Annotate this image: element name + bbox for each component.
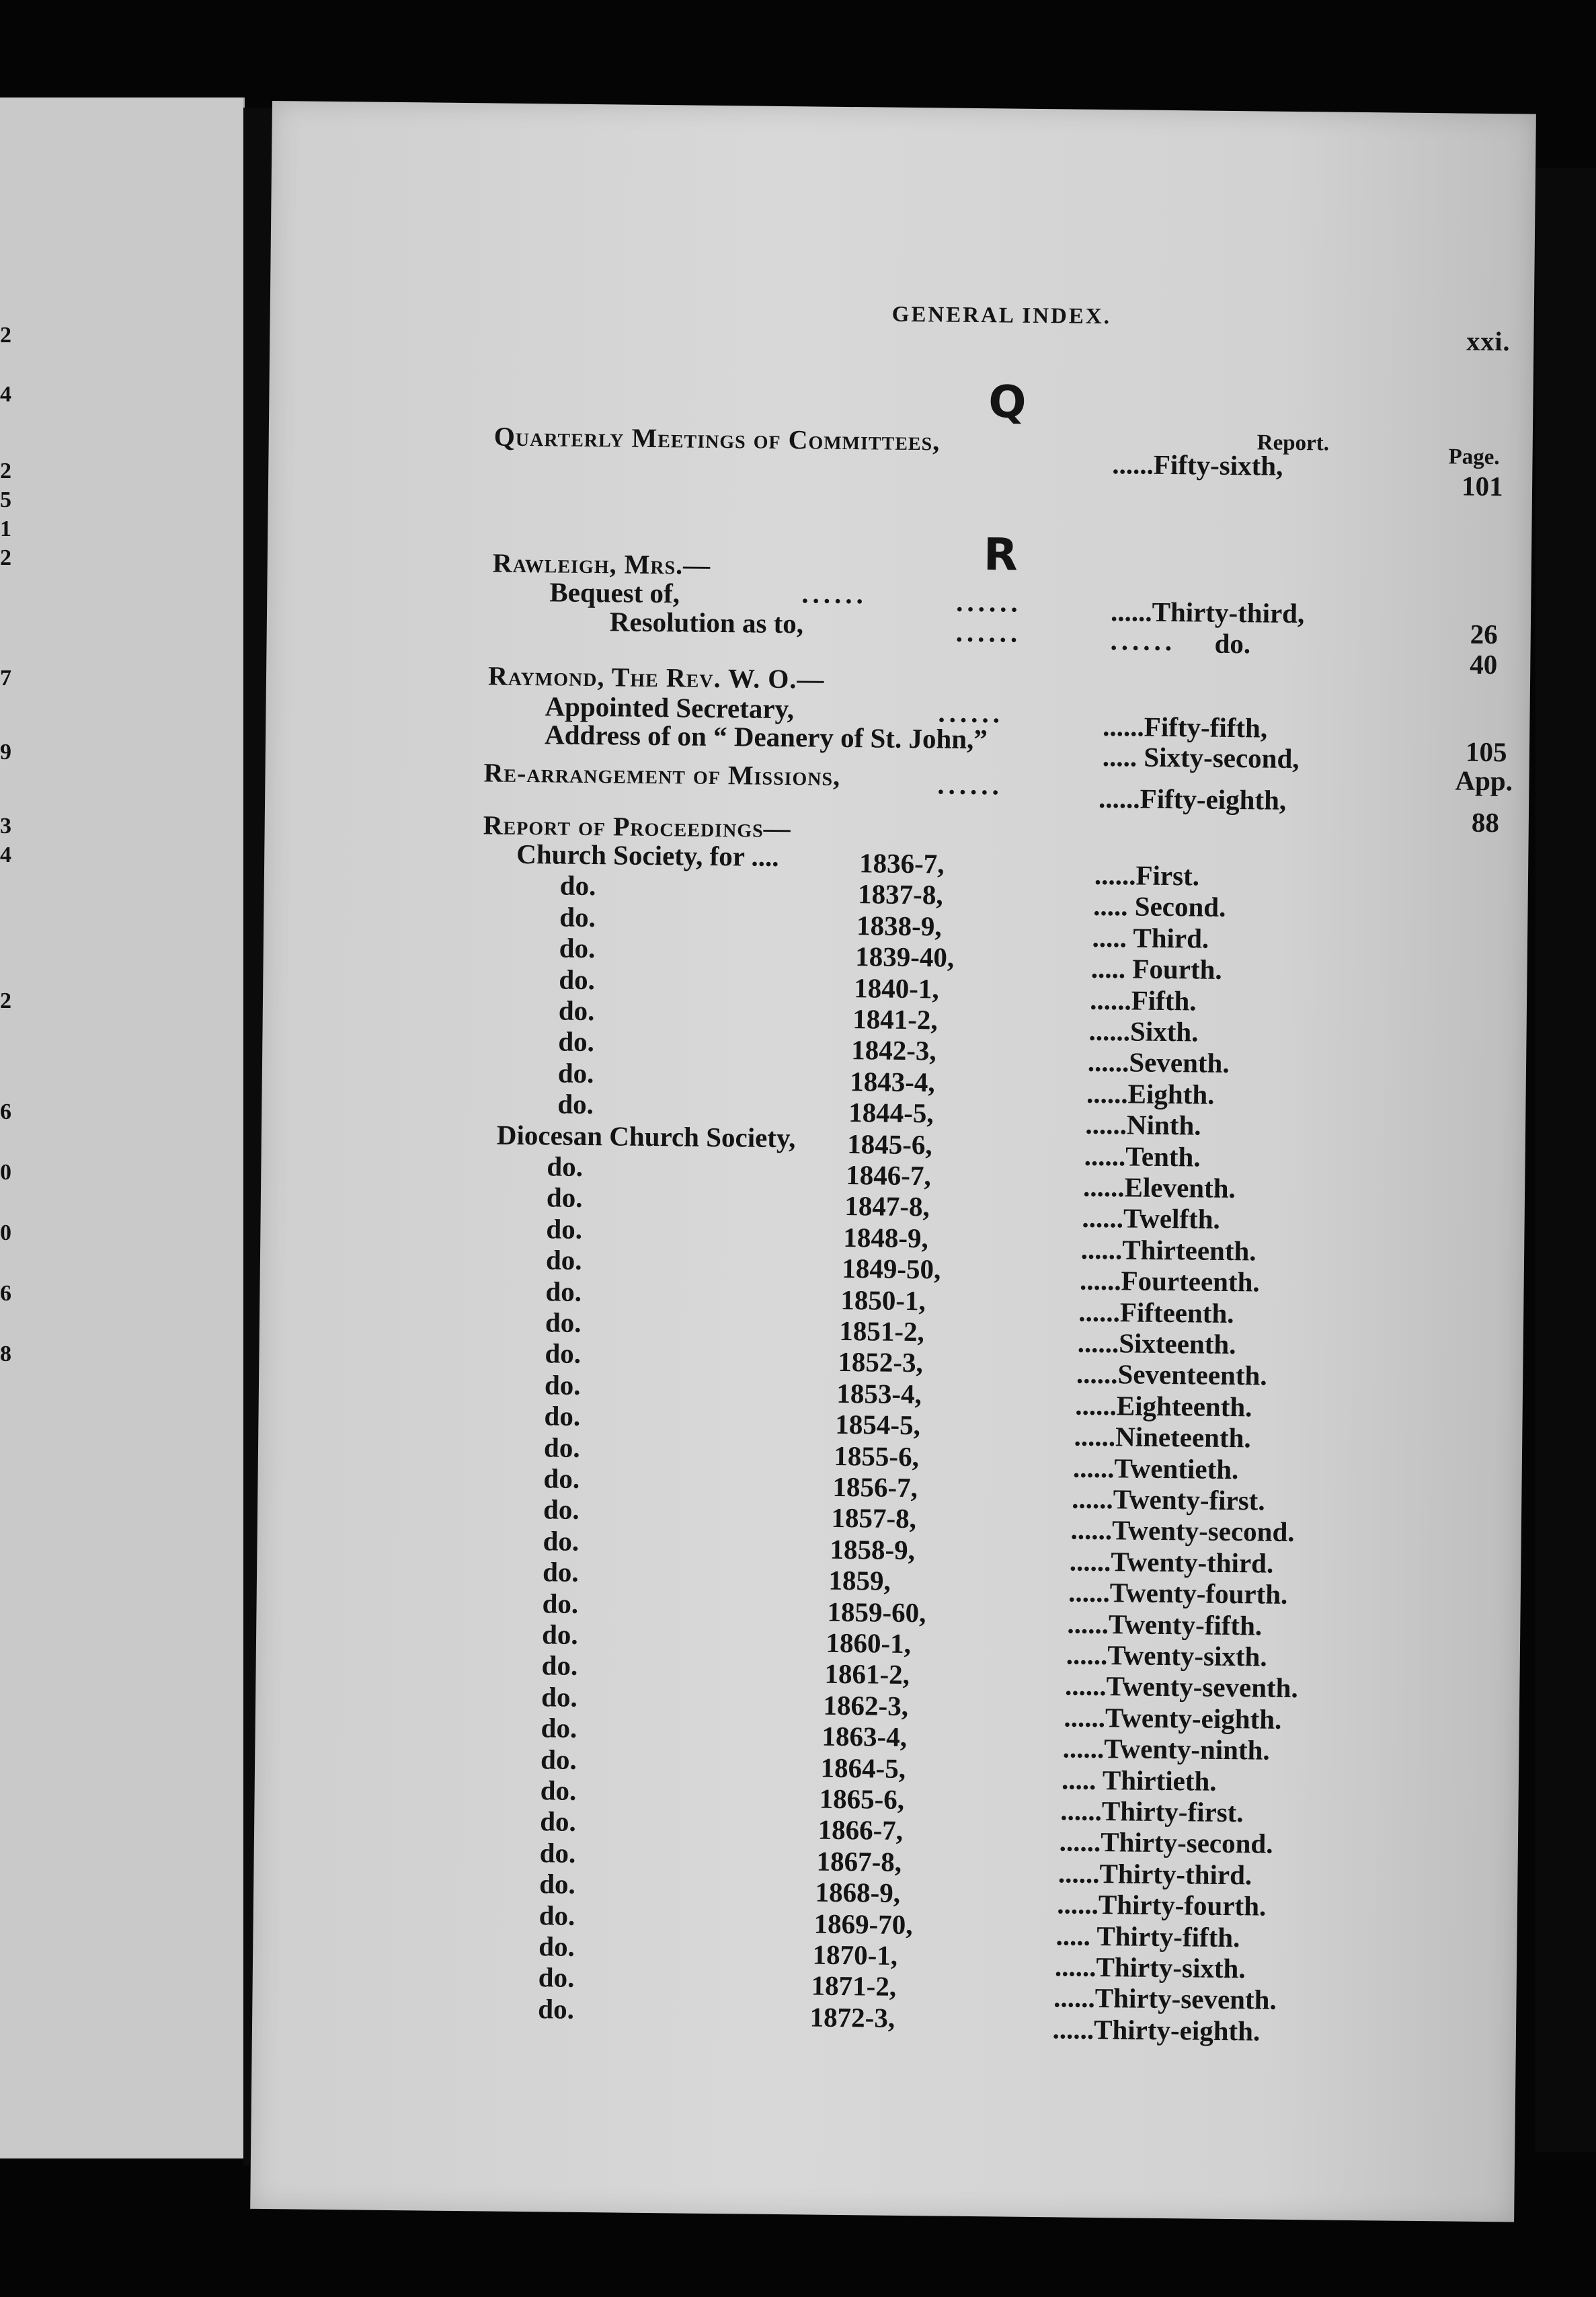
proceedings-year: 1844-5,: [848, 1097, 934, 1129]
report-ref: ......Fifty-eighth,: [1098, 782, 1287, 816]
proceedings-report-ref: ......Ninth.: [1085, 1108, 1201, 1141]
leader-dots: ......: [1110, 625, 1176, 657]
proceedings-report-ref: ......Twenty-first.: [1072, 1483, 1265, 1516]
proceedings-report-ref: ......Seventh.: [1087, 1046, 1230, 1079]
proceedings-label: do.: [558, 995, 595, 1027]
proceedings-year: 1842-3,: [851, 1034, 936, 1066]
proceedings-year: 1839-40,: [854, 941, 955, 973]
proceedings-year: 1836-7,: [859, 847, 945, 880]
proceedings-report-ref: ......Fifteenth.: [1078, 1296, 1234, 1329]
proceedings-year: 1855-6,: [834, 1440, 920, 1472]
proceedings-report-ref: ......Twenty-second.: [1070, 1514, 1295, 1548]
column-header-page: Page.: [1448, 444, 1500, 470]
index-entry-title: Raymond, The Rev. W. O.—: [487, 660, 825, 695]
index-entry-title: Report of Proceedings—: [483, 810, 791, 844]
proceedings-year: 1862-3,: [823, 1689, 909, 1721]
proceedings-label: do.: [545, 1244, 582, 1276]
proceedings-label: do.: [542, 1556, 579, 1588]
proceedings-report-ref: ......Twenty-fifth.: [1067, 1608, 1263, 1641]
page-ref: 40: [1470, 648, 1498, 680]
proceedings-year: 1859-60,: [827, 1596, 926, 1628]
sub-entry: Bequest of,: [549, 576, 680, 609]
proceedings-label: do.: [559, 869, 596, 902]
proceedings-year: 1861-2,: [824, 1658, 910, 1690]
proceedings-label: do.: [541, 1619, 578, 1650]
proceedings-label: do.: [540, 1743, 577, 1775]
proceedings-report-ref: ......Eighteenth.: [1075, 1389, 1252, 1423]
proceedings-label: Church Society, for ....: [516, 838, 779, 872]
proceedings-year: 1866-7,: [817, 1814, 904, 1846]
proceedings-year: 1848-9,: [843, 1221, 928, 1254]
index-entry-title: Re-arrangement of Missions,: [483, 757, 841, 791]
proceedings-label: do.: [557, 1088, 594, 1120]
proceedings-report-ref: ......Thirty-fourth.: [1057, 1888, 1267, 1922]
page-number: xxi.: [1466, 325, 1511, 357]
proceedings-report-ref: ......Thirty-seventh.: [1053, 1982, 1277, 2016]
proceedings-year: 1859,: [828, 1564, 891, 1596]
proceedings-label: do.: [541, 1649, 578, 1682]
proceedings-report-ref: ......Eleventh.: [1082, 1171, 1236, 1204]
proceedings-report-ref: ......Thirty-third.: [1058, 1857, 1252, 1891]
report-ref: ..... Sixty-second,: [1102, 740, 1300, 775]
proceedings-label: do.: [538, 1993, 575, 2025]
proceedings-label: do.: [545, 1337, 582, 1370]
report-ref: ......Fifty-sixth,: [1112, 449, 1283, 481]
proceedings-report-ref: ......Twenty-ninth.: [1062, 1732, 1270, 1766]
proceedings-report-ref: ......Fourteenth.: [1079, 1264, 1260, 1298]
margin-digit: 9: [0, 740, 11, 765]
proceedings-year: 1851-2,: [839, 1315, 925, 1348]
sub-entry: Appointed Secretary,: [545, 691, 795, 725]
running-header: GENERAL INDEX.: [891, 302, 1112, 329]
proceedings-report-ref: ......Thirty-sixth.: [1054, 1951, 1246, 1984]
proceedings-year: 1857-8,: [831, 1502, 917, 1534]
proceedings-year: 1870-1,: [812, 1939, 898, 1971]
proceedings-report-ref: ......Twenty-third.: [1069, 1545, 1274, 1579]
proceedings-year: 1852-3,: [838, 1346, 924, 1378]
proceedings-label: do.: [558, 1025, 595, 1058]
margin-digit: 2: [0, 323, 11, 348]
proceedings-label: do.: [544, 1369, 581, 1401]
proceedings-report-ref: ......Thirty-first.: [1060, 1795, 1244, 1828]
proceedings-year: 1838-9,: [856, 909, 942, 942]
proceedings-label: do.: [542, 1587, 579, 1619]
proceedings-report-ref: ..... Thirty-fifth.: [1055, 1919, 1240, 1953]
sub-entry: Resolution as to,: [609, 606, 804, 639]
margin-digit: 0: [0, 1220, 11, 1245]
proceedings-label: Diocesan Church Society,: [496, 1119, 796, 1153]
margin-digit: 2: [0, 545, 11, 570]
facing-page: [0, 98, 245, 2158]
margin-digit: 7: [0, 666, 11, 691]
proceedings-year: 1854-5,: [835, 1409, 921, 1441]
proceedings-report-ref: ......Fifth.: [1090, 984, 1197, 1017]
margin-digit: 2: [0, 988, 11, 1013]
proceedings-report-ref: ......Thirty-second.: [1059, 1826, 1273, 1860]
proceedings-report-ref: ......Seventeenth.: [1076, 1358, 1267, 1391]
margin-digit: 4: [0, 843, 11, 867]
proceedings-year: 1864-5,: [820, 1752, 906, 1784]
report-ref: do.: [1214, 627, 1251, 660]
section-letter-q: Q: [988, 376, 1027, 428]
proceedings-report-ref: ......Twenty-fourth.: [1068, 1576, 1288, 1610]
proceedings-label: do.: [538, 1961, 575, 1994]
proceedings-report-ref: ......Twenty-seventh.: [1064, 1670, 1298, 1704]
proceedings-report-ref: ......Eighth.: [1086, 1077, 1215, 1110]
proceedings-year: 1847-8,: [844, 1190, 930, 1222]
proceedings-label: do.: [543, 1493, 580, 1526]
leader-dots: ......: [801, 578, 868, 610]
proceedings-label: do.: [538, 1931, 575, 1962]
proceedings-year: 1867-8,: [816, 1845, 902, 1877]
proceedings-label: do.: [543, 1463, 580, 1494]
proceedings-report-ref: ......Thirteenth.: [1080, 1233, 1256, 1267]
proceedings-report-ref: ......Twentieth.: [1072, 1452, 1239, 1485]
proceedings-label: do.: [539, 1868, 576, 1900]
proceedings-label: do.: [557, 1057, 594, 1089]
index-entry-title: Quarterly Meetings of Committees,: [493, 421, 941, 457]
proceedings-year: 1841-2,: [852, 1003, 938, 1036]
proceedings-year: 1845-6,: [847, 1128, 932, 1160]
proceedings-label: do.: [539, 1837, 576, 1869]
page-ref: App.: [1455, 765, 1513, 797]
proceedings-year: 1856-7,: [832, 1471, 918, 1504]
proceedings-year: 1837-8,: [857, 878, 943, 910]
margin-digit: 5: [0, 488, 11, 512]
page-ref: 101: [1461, 470, 1503, 502]
page-ref: 26: [1470, 618, 1499, 650]
margin-digit: 8: [0, 1341, 11, 1366]
leader-dots: ......: [956, 586, 1022, 618]
margin-digit: 2: [0, 459, 11, 483]
proceedings-report-ref: ......Sixth.: [1088, 1015, 1199, 1048]
report-ref: ......Thirty-third,: [1110, 596, 1305, 629]
proceedings-label: do.: [544, 1400, 581, 1432]
proceedings-report-ref: ......Twelfth.: [1082, 1202, 1221, 1235]
margin-digit: 6: [0, 1099, 11, 1124]
proceedings-year: 1858-9,: [830, 1533, 916, 1565]
proceedings-year: 1853-4,: [836, 1377, 922, 1410]
proceedings-report-ref: ......Sixteenth.: [1077, 1327, 1236, 1360]
proceedings-report-ref: ..... Third.: [1092, 921, 1209, 954]
proceedings-label: do.: [538, 1899, 575, 1931]
leader-dots: ......: [955, 616, 1022, 648]
proceedings-year: 1868-9,: [815, 1876, 901, 1909]
proceedings-label: do.: [559, 932, 596, 964]
proceedings-report-ref: ......Thirty-eighth.: [1052, 2013, 1261, 2047]
proceedings-label: do.: [543, 1525, 580, 1557]
proceedings-label: do.: [559, 901, 596, 933]
proceedings-year: 1850-1,: [840, 1284, 926, 1316]
proceedings-year: 1843-4,: [850, 1065, 935, 1098]
proceedings-year: 1846-7,: [846, 1159, 931, 1192]
proceedings-report-ref: ......Twenty-sixth.: [1066, 1639, 1267, 1672]
proceedings-year: 1840-1,: [853, 972, 939, 1005]
proceedings-year: 1869-70,: [813, 1908, 913, 1940]
page-edge-shadow: [1535, 168, 1596, 2152]
proceedings-year: 1872-3,: [809, 2001, 895, 2033]
index-entry-title: Rawleigh, Mrs.—: [492, 547, 711, 580]
proceedings-label: do.: [559, 964, 596, 995]
index-page: [250, 101, 1536, 2222]
margin-digit: 4: [0, 382, 11, 407]
margin-digit: 1: [0, 516, 11, 541]
proceedings-label: do.: [546, 1181, 583, 1214]
proceedings-label: do.: [545, 1307, 582, 1338]
column-header-report: Report.: [1256, 430, 1330, 456]
page-ref: 105: [1465, 736, 1507, 768]
proceedings-year: 1849-50,: [842, 1253, 941, 1285]
proceedings-label: do.: [545, 1275, 582, 1307]
proceedings-label: do.: [543, 1431, 580, 1463]
proceedings-report-ref: ......Twenty-eighth.: [1064, 1701, 1282, 1735]
proceedings-report-ref: ......First.: [1094, 859, 1200, 892]
section-letter-r: R: [983, 529, 1019, 581]
leader-dots: ......: [938, 697, 1004, 729]
margin-digit: 0: [0, 1160, 11, 1185]
proceedings-label: do.: [541, 1681, 577, 1713]
proceedings-report-ref: ......Nineteenth.: [1074, 1420, 1251, 1454]
proceedings-report-ref: ..... Thirtieth.: [1061, 1764, 1217, 1797]
proceedings-label: do.: [541, 1712, 577, 1744]
proceedings-report-ref: ..... Fourth.: [1090, 953, 1222, 986]
proceedings-year: 1865-6,: [819, 1783, 905, 1815]
margin-digit: 6: [0, 1281, 11, 1306]
proceedings-label: do.: [539, 1805, 577, 1838]
proceedings-report-ref: ..... Second.: [1093, 890, 1226, 923]
page-ref: 88: [1471, 806, 1500, 839]
report-ref: ......Fifty-fifth,: [1103, 710, 1268, 744]
leader-dots: ......: [937, 769, 1004, 801]
proceedings-label: do.: [546, 1213, 583, 1245]
proceedings-report-ref: ......Tenth.: [1084, 1140, 1201, 1173]
proceedings-year: 1860-1,: [826, 1627, 912, 1660]
proceedings-label: do.: [547, 1151, 584, 1182]
sub-entry: Address of on “ Deanery of St. John,”: [544, 719, 988, 755]
proceedings-label: do.: [540, 1775, 577, 1806]
margin-digit: 3: [0, 814, 11, 839]
proceedings-year: 1871-2,: [811, 1970, 897, 2002]
proceedings-year: 1863-4,: [822, 1720, 908, 1753]
